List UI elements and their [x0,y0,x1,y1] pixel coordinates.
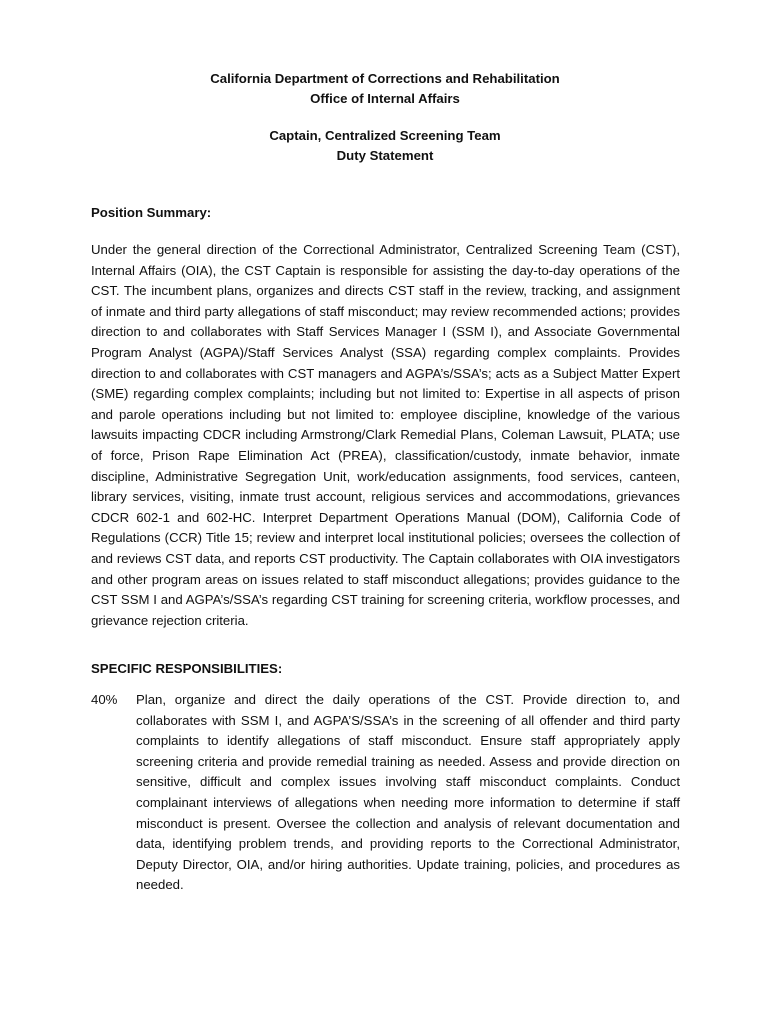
position-summary-heading: Position Summary: [91,205,212,220]
responsibility-percent: 40% [91,692,118,707]
office-name: Office of Internal Affairs [310,90,460,106]
responsibility-item [91,690,680,896]
position-title: Captain, Centralized Screening Team [269,128,501,143]
specific-responsibilities-heading: SPECIFIC RESPONSIBILITIES: [91,661,283,676]
document-header [0,69,770,165]
department-name: California Department of Corrections and Rehabilitation [210,71,560,86]
document-type: Duty Statement [336,147,434,163]
position-summary-text: Under the general direction of the Correctional Administrator, Centralized Screening Team (CST), Internal Affairs (OIA), the CST Captain is responsible for assisting the day-to-day operations of the CST. The incumbent plans, organizes and directs CST staff in the review, tracking, and assignment of inmate and third party allegations of staff misconduct; may review recommended actions; provides direction to and collaborates with Staff Services Manager I (SSM I), and Associate Governmental Program Analyst (AGPA)/Staff Services Analyst (SSA) regarding complex complaints. Provides direction to and collaborates with CST managers and AGPA’s/SSA’s; acts as a Subject Matter Expert (SME) regarding complex complaints; including but not limited to: Expertise in all aspects of prison and parole operations including but not limited to: employee discipline, knowledge of the various lawsuits impacting CDCR including Armstrong/Clark Remedial Plans, Coleman Lawsuit, PLATA; use of force, Prison Rape Elimination Act (PREA), classification/custody, inmate behavior, inmate discipline, Administrative Segregation Unit, work/education assignments, food services, canteen, library services, visiting, inmate trust account, religious services and accommodations, grievances CDCR 602-1 and 602-HC. Interpret Department Operations Manual (DOM), California Code of Regulations (CCR) Title 15; review and interpret local institutional policies; oversees the collection of and reviews CST data, and reports CST productivity. The Captain collaborates with OIA investigators and other program areas on issues related to staff misconduct allegations; provides guidance to the CST SSM I and AGPA’s/SSA’s regarding CST training for screening criteria, workflow processes, and grievance rejection criteria. [91,242,680,628]
responsibility-text: Plan, organize and direct the daily operations of the CST. Provide direction to, and collaborates with SSM I, and AGPA’S/SSA’s in the screening of all offender and third party complaints to identify allegations of staff misconduct. Ensure staff appropriately apply screening criteria and provide remedial training as needed. Assess and provide direction on sensitive, difficult and complex issues involving staff misconduct complaints. Conduct complainant interviews of allegations when needing more information to determine if staff misconduct is present. Oversee the collection and analysis of relevant documentation and data, identifying problem trends, and providing reports to the Correctional Administrator, Deputy Director, OIA, and/or hiring authorities. Update training, policies, and procedures as needed. [136,692,680,893]
